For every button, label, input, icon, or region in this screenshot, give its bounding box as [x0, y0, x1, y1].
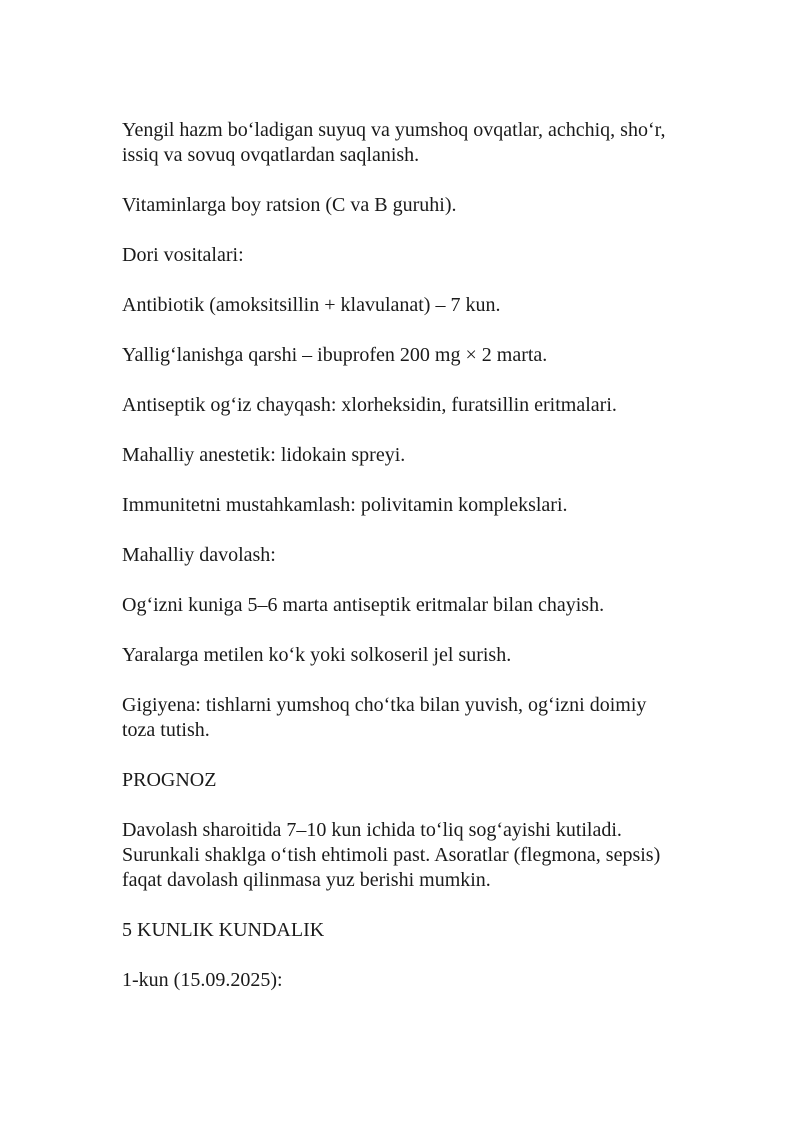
- paragraph-antiseptic-rinse: Antiseptik og‘iz chayqash: xlorheksidin, furatsillin eritmalari.: [122, 394, 617, 416]
- paragraph-hygiene: Gigiyena: tishlarni yumshoq cho‘tka bilan yuvish, og‘izni doimiy toza tutish.: [122, 694, 652, 741]
- paragraph-local-anesthetic: Mahalliy anestetik: lidokain spreyi.: [122, 444, 406, 466]
- paragraph-diet: Yengil hazm bo‘ladigan suyuq va yumshoq ovqatlar, achchiq, sho‘r, issiq va sovuq ovqatlardan saqlanish.: [122, 119, 671, 166]
- paragraph-anti-inflammatory: Yallig‘lanishga qarshi – ibuprofen 200 mg × 2 marta.: [122, 344, 548, 366]
- heading-medications: Dori vositalari:: [122, 244, 244, 266]
- paragraph-rinsing: Og‘izni kuniga 5–6 marta antiseptik eritmalar bilan chayish.: [122, 594, 605, 616]
- heading-diary: 5 KUNLIK KUNDALIK: [122, 919, 325, 941]
- paragraph-vitamins: Vitaminlarga boy ratsion (C va B guruhi).: [122, 194, 457, 216]
- heading-prognosis: PROGNOZ: [122, 769, 217, 791]
- paragraph-day-1: 1-kun (15.09.2025):: [122, 969, 283, 991]
- heading-local-treatment: Mahalliy davolash:: [122, 544, 276, 566]
- paragraph-immunity: Immunitetni mustahkamlash: polivitamin komplekslari.: [122, 494, 568, 516]
- paragraph-wound-care: Yaralarga metilen ko‘k yoki solkoseril jel surish.: [122, 644, 512, 666]
- paragraph-prognosis: Davolash sharoitida 7–10 kun ichida to‘liq sog‘ayishi kutiladi. Surunkali shaklga o‘tish ehtimoli past. Asoratlar (flegmona, sepsis) faqat davolash qilinmasa yuz berishi mumkin.: [122, 819, 666, 891]
- document-body: [122, 118, 682, 1018]
- paragraph-antibiotic: Antibiotik (amoksitsillin + klavulanat) – 7 kun.: [122, 294, 501, 316]
